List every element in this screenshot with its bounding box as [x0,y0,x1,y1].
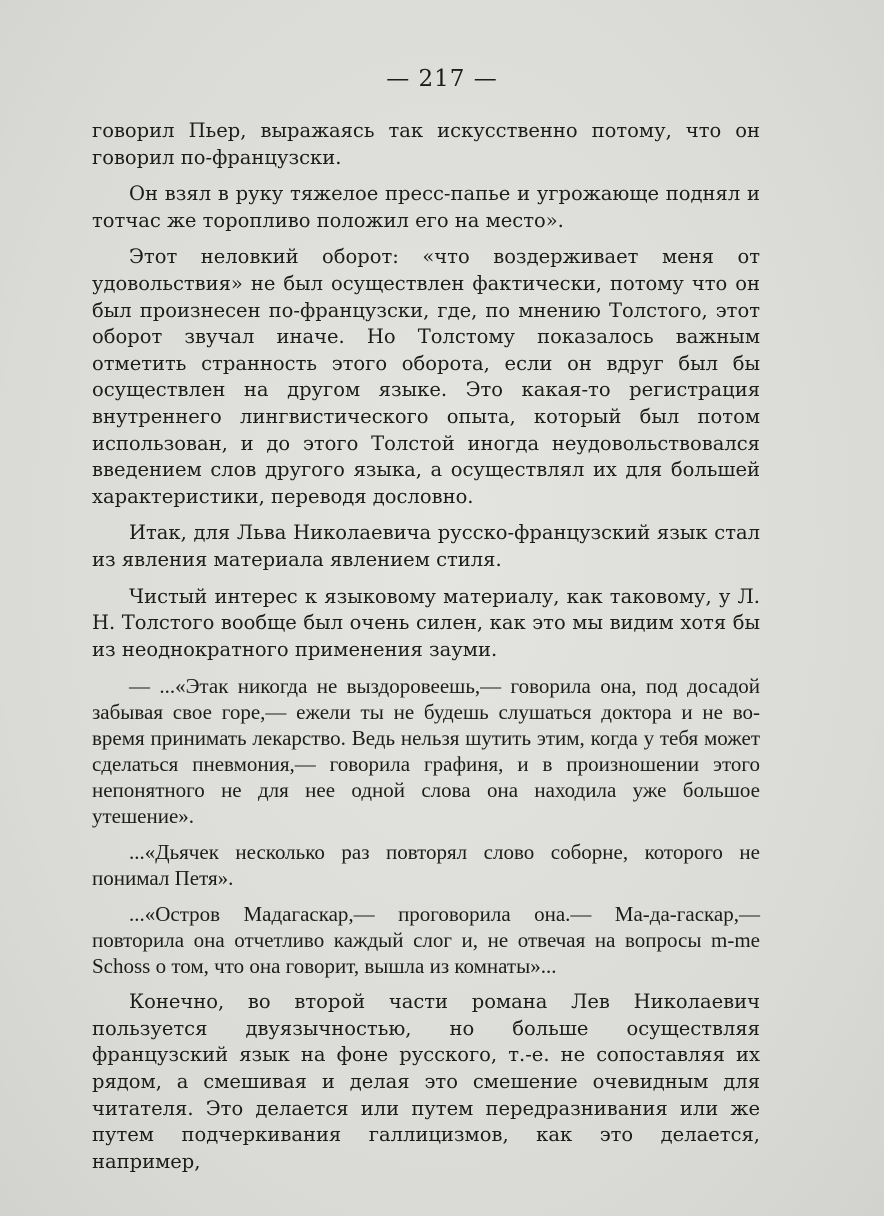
paragraph-2: Он взял в руку тяжелое пресс-папье и угрожающе поднял и тотчас же торопливо положил его на место». [92,182,760,232]
paragraph-1: говорил Пьер, выражаясь так искусственно потому, что он говорил по-французски. [92,119,760,169]
quote-3: ...«Остров Мадагаскар,— проговорила она.— Ма-да-гаскар,— повторила она отчетливо каждый слог и, не отвечая на вопросы m-me Schoss о том, что она говорит, вышла из комнаты»... [92,902,760,979]
page-number: — 217 — [386,66,498,92]
body-text [92,118,760,1185]
paragraph-4: Итак, для Льва Николаевича русско-французский язык стал из явления материала явлением стиля. [92,521,760,571]
quote-1: — ...«Этак никогда не выздоровеешь,— говорила она, под досадой забывая свое горе,— ежели ты не будешь слушаться доктора и не во-время принимать лекарство. Ведь нельзя шутить этим, когда у тебя может сделаться пневмония,— говорила графиня, и в произношении этого непонятного не для нее одной слова она находила уже большое утешение». [92,674,760,829]
paragraph-5: Чистый интерес к языковому материалу, как таковому, у Л. Н. Толстого вообще был очень силен, как это мы видим хотя бы из неоднократного применения зауми. [92,584,760,661]
paragraph-3: Этот неловкий оборот: «что воздерживает меня от удовольствия» не был осуществлен фактически, потому что он был произнесен по-французски, где, по мнению Толстого, этот оборот звучал иначе. Но Толстому показалось важным отметить странность этого оборота, если он вдруг был бы осуществлен на другом языке. Это какая-то регистрация внутреннего лингвистического опыта, который был потом использован, и до этого Толстой иногда неудовольствовался введением слов другого языка, а осуществлял их для большей характеристики, переводя дословно. [92,245,760,508]
paragraph-6: Конечно, во второй части романа Лев Николаевич пользуется двуязычностью, но больше осуществляя французский язык на фоне русского, т.-е. не сопоставляя их рядом, а смешивая и делая это смешение очевидным для читателя. Это делается или путем передразнивания или же путем подчеркивания галлицизмов, как это делается, например, [92,990,760,1173]
quote-2: ...«Дьячек несколько раз повторял слово соборне, которого не понимал Петя». [92,840,760,891]
